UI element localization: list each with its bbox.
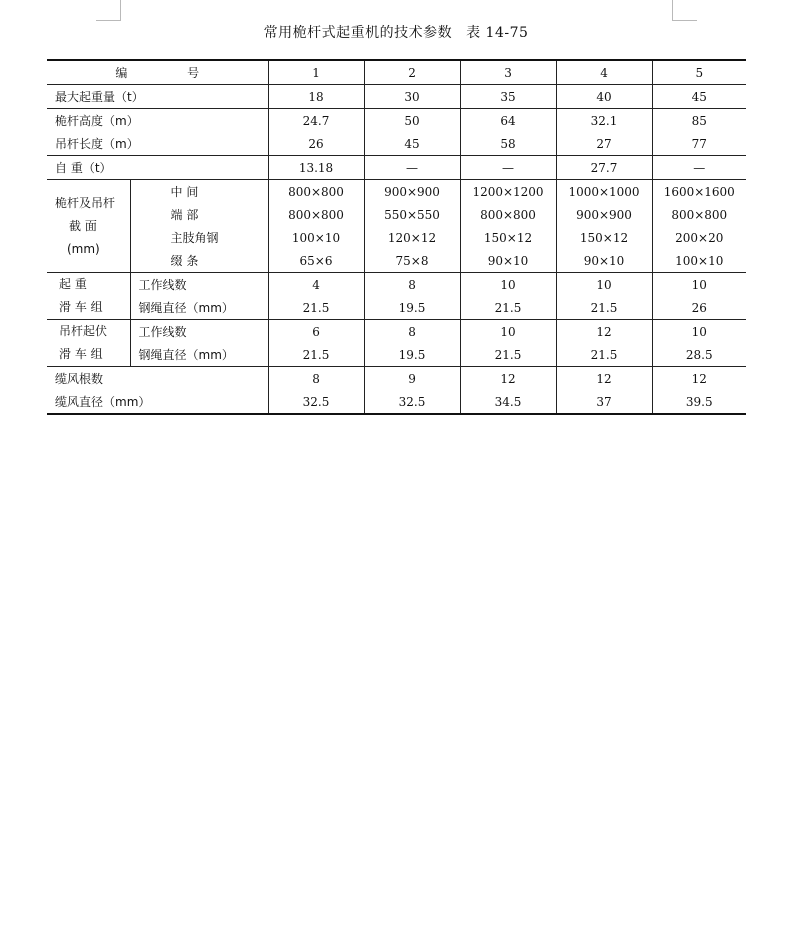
hoist-group-label	[47, 273, 130, 320]
row-label: 桅杆高度（m）	[47, 109, 268, 133]
col-header: 2	[364, 60, 460, 85]
cell: 10	[460, 320, 556, 344]
cell: 13.18	[268, 156, 364, 180]
cell: 200×20	[652, 226, 746, 249]
cell: 12	[556, 367, 652, 391]
cell: 8	[268, 367, 364, 391]
sub-label: 钢绳直径（mm）	[130, 343, 268, 367]
cell: 40	[556, 85, 652, 109]
cell: 37	[556, 390, 652, 414]
cell: 26	[268, 132, 364, 156]
sub-label: 工作线数	[130, 273, 268, 297]
cell: 21.5	[556, 296, 652, 320]
col-header: 4	[556, 60, 652, 85]
col-header: 3	[460, 60, 556, 85]
cell: 45	[364, 132, 460, 156]
cell: 28.5	[652, 343, 746, 367]
row-max-load	[47, 85, 746, 109]
col-header: 5	[652, 60, 746, 85]
cell: 800×800	[268, 180, 364, 204]
cell: 12	[556, 320, 652, 344]
row-section-middle	[47, 180, 746, 204]
cell: 100×10	[652, 249, 746, 273]
cell: 800×800	[652, 203, 746, 226]
cell: 9	[364, 367, 460, 391]
row-hoist-lines	[47, 273, 746, 297]
cell: 34.5	[460, 390, 556, 414]
cell: 19.5	[364, 296, 460, 320]
cell: 65×6	[268, 249, 364, 273]
cell: 12	[652, 367, 746, 391]
cell: 85	[652, 109, 746, 133]
row-label: 缆风根数	[47, 367, 268, 391]
sub-label: 端 部	[130, 203, 268, 226]
page-corner-mark-left	[96, 0, 121, 21]
cell: 21.5	[268, 296, 364, 320]
cell: 800×800	[268, 203, 364, 226]
header-label: 编 号	[47, 60, 268, 85]
cell: 35	[460, 85, 556, 109]
row-label: 最大起重量（t）	[47, 85, 268, 109]
row-luff-lines	[47, 320, 746, 344]
cell: 120×12	[364, 226, 460, 249]
cell: 77	[652, 132, 746, 156]
cell: 550×550	[364, 203, 460, 226]
cell: 1200×1200	[460, 180, 556, 204]
cell: —	[652, 156, 746, 180]
cell: 900×900	[364, 180, 460, 204]
sub-label: 主肢角钢	[130, 226, 268, 249]
hoist-label-line: 起 重	[59, 277, 87, 291]
col-header: 1	[268, 60, 364, 85]
cell: 75×8	[364, 249, 460, 273]
cell: 18	[268, 85, 364, 109]
cell: 39.5	[652, 390, 746, 414]
section-label-line: 桅杆及吊杆	[55, 195, 116, 210]
cell: 1600×1600	[652, 180, 746, 204]
cell: 45	[652, 85, 746, 109]
sub-label: 钢绳直径（mm）	[130, 296, 268, 320]
cell: 27.7	[556, 156, 652, 180]
cell: 21.5	[460, 343, 556, 367]
cell: 19.5	[364, 343, 460, 367]
cell: 8	[364, 320, 460, 344]
cell: 21.5	[460, 296, 556, 320]
cell: 24.7	[268, 109, 364, 133]
parameters-table	[47, 59, 746, 415]
row-guy-count	[47, 367, 746, 391]
section-label-line: (mm)	[67, 241, 100, 256]
row-guy-diameter	[47, 390, 746, 414]
row-luff-rope	[47, 343, 746, 367]
luff-group-label	[47, 320, 130, 367]
row-section-lacing	[47, 249, 746, 273]
cell: 32.1	[556, 109, 652, 133]
row-boom-length	[47, 132, 746, 156]
sub-label: 工作线数	[130, 320, 268, 344]
luff-label-line: 滑 车 组	[59, 347, 103, 361]
sub-label: 中 间	[130, 180, 268, 204]
cell: 4	[268, 273, 364, 297]
cell: 27	[556, 132, 652, 156]
cell: 58	[460, 132, 556, 156]
cell: 12	[460, 367, 556, 391]
table-title-text: 常用桅杆式起重机的技术参数	[263, 25, 453, 41]
cell: —	[460, 156, 556, 180]
cell: 64	[460, 109, 556, 133]
hoist-label-line: 滑 车 组	[59, 300, 103, 314]
cell: 26	[652, 296, 746, 320]
cell: 21.5	[268, 343, 364, 367]
section-label-line: 截 面	[69, 218, 97, 233]
cell: 30	[364, 85, 460, 109]
cell: 8	[364, 273, 460, 297]
cell: 21.5	[556, 343, 652, 367]
row-section-end	[47, 203, 746, 226]
row-section-angle	[47, 226, 746, 249]
section-group-label	[47, 180, 130, 273]
table-number: 表 14-75	[466, 25, 529, 41]
cell: —	[364, 156, 460, 180]
table-title	[0, 22, 792, 42]
row-label: 缆风直径（mm）	[47, 390, 268, 414]
cell: 6	[268, 320, 364, 344]
cell: 150×12	[556, 226, 652, 249]
cell: 10	[556, 273, 652, 297]
cell: 32.5	[268, 390, 364, 414]
cell: 800×800	[460, 203, 556, 226]
row-hoist-rope	[47, 296, 746, 320]
header-row	[47, 60, 746, 85]
sub-label: 缀 条	[130, 249, 268, 273]
cell: 1000×1000	[556, 180, 652, 204]
cell: 50	[364, 109, 460, 133]
cell: 100×10	[268, 226, 364, 249]
cell: 10	[652, 320, 746, 344]
cell: 32.5	[364, 390, 460, 414]
cell: 900×900	[556, 203, 652, 226]
cell: 150×12	[460, 226, 556, 249]
page-corner-mark-right	[672, 0, 697, 21]
row-label: 自 重（t）	[47, 156, 268, 180]
cell: 90×10	[460, 249, 556, 273]
row-self-weight	[47, 156, 746, 180]
luff-label-line: 吊杆起伏	[59, 324, 108, 338]
row-mast-height	[47, 109, 746, 133]
cell: 10	[460, 273, 556, 297]
cell: 90×10	[556, 249, 652, 273]
cell: 10	[652, 273, 746, 297]
row-label: 吊杆长度（m）	[55, 137, 139, 151]
